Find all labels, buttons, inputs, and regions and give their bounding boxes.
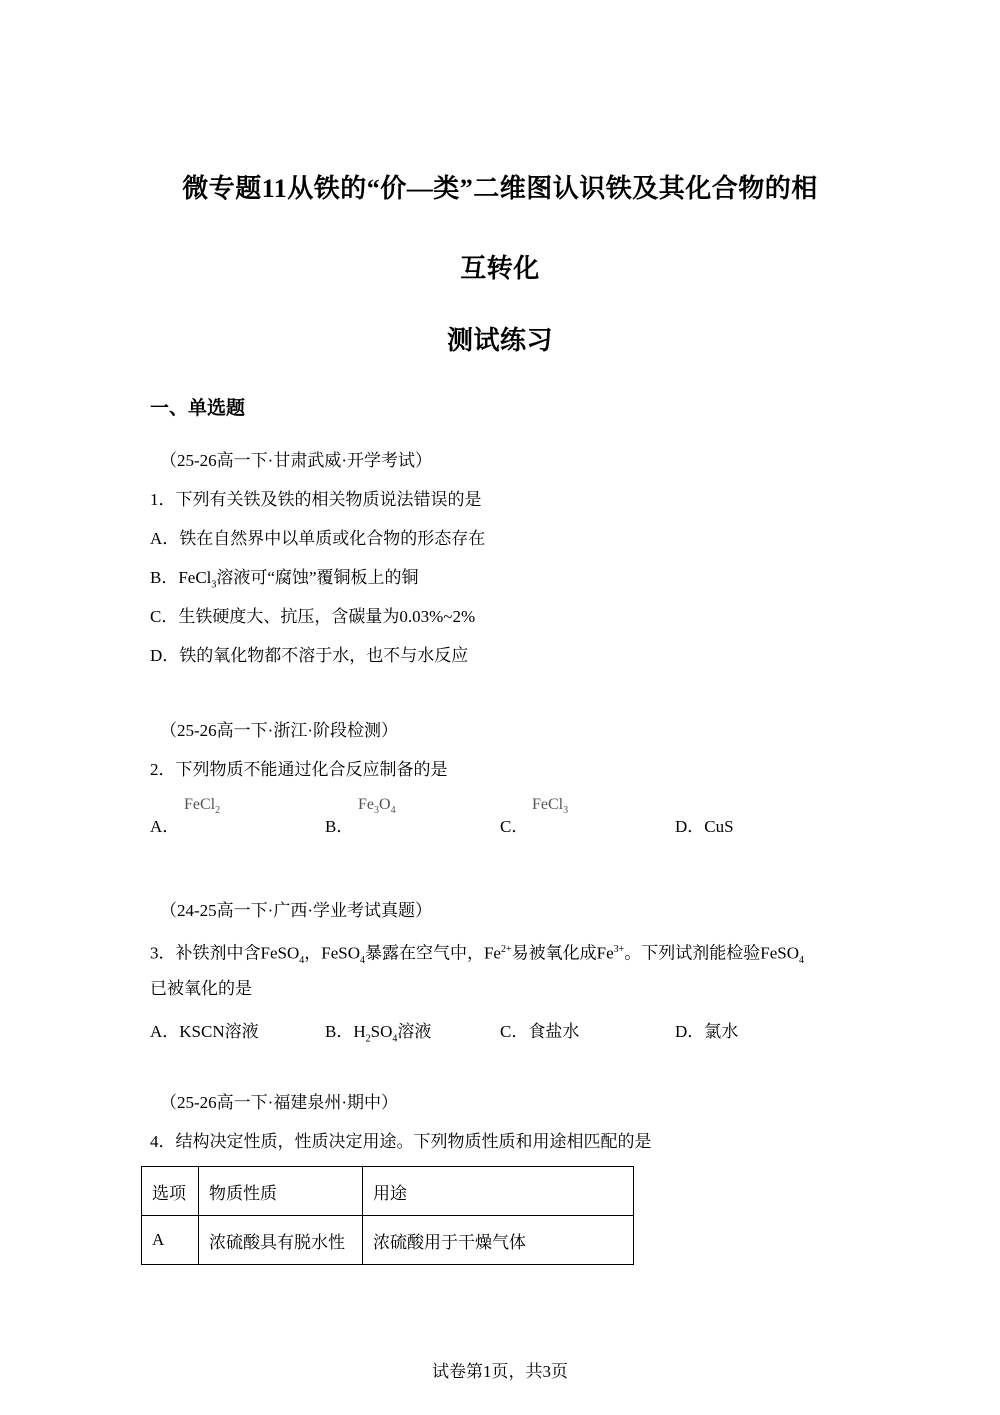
page-title-line-2: 互转化 (460, 254, 540, 283)
section-heading: 一、单选题 (150, 398, 246, 419)
q2-option-c: C． FeCl$_3$ (500, 796, 569, 836)
q2-formula-b: $Fe_3O_4$ (358, 796, 396, 817)
q1-stem: 1．下列有关铁及铁的相关物质说法错误的是 (150, 490, 482, 509)
q1-source: （25-26高一下·甘肃武威·开学考试） (160, 451, 432, 470)
q3-option-b: B．$H_2SO_4$溶液 (325, 1022, 432, 1045)
table-header-cell: 物质性质 (199, 1167, 363, 1216)
q3-source: （24-25高一下·广西·学业考试真题） (160, 901, 432, 920)
table-header-cell: 选项 (142, 1167, 199, 1216)
page-subtitle: 测试练习 (446, 326, 553, 355)
page-title-line-1: 微专题11从铁的“价—类”二维图认识铁及其化合物的相 (182, 174, 818, 203)
q2-option-d: D．CuS (675, 817, 734, 836)
q3-option-a: A．KSCN溶液 (150, 1022, 259, 1041)
q2-formula-c: FeCl$_3$ (532, 796, 569, 817)
q3-stem: 3．补铁剂中含FeSO$_4$，FeSO$_4$暴露在空气中，$Fe^{2+}$易被氧化成$Fe^{3+}$。下列试剂能检验FeSO$_4$ (150, 943, 804, 967)
q1-option-c: C．生铁硬度大、抗压，含碳量为0.03%~2% (150, 607, 476, 626)
table-cell: A (142, 1216, 199, 1265)
q4-source: （25-26高一下·福建泉州·期中） (160, 1093, 398, 1112)
q2-option-a: A． FeCl$_2$ (150, 796, 221, 836)
table-cell: 浓硫酸具有脱水性 (199, 1216, 363, 1265)
q2-option-b: B． $Fe_3O_4$ (325, 796, 396, 836)
q3-option-d: D．氯水 (675, 1022, 739, 1041)
table-header-row (142, 1167, 634, 1216)
q2-stem: 2．下列物质不能通过化合反应制备的是 (150, 760, 448, 779)
q1-option-b: B．FeCl$_3$溶液可“腐蚀”覆铜板上的铜 (150, 568, 419, 591)
q1-option-d: D．铁的氧化物都不溶于水，也不与水反应 (150, 646, 469, 665)
table-cell: 浓硫酸用于干燥气体 (363, 1216, 634, 1265)
table-header-cell: 用途 (363, 1167, 634, 1216)
q3-stem-line-2: 已被氧化的是 (150, 979, 252, 998)
table-row (142, 1216, 634, 1265)
q4-table (141, 1166, 634, 1265)
q2-formula-a: FeCl$_2$ (184, 796, 221, 817)
q3-option-c: C．食盐水 (500, 1022, 580, 1041)
q2-source: （25-26高一下·浙江·阶段检测） (160, 721, 398, 740)
q1-option-a: A．铁在自然界中以单质或化合物的形态存在 (150, 529, 486, 548)
page-footer: 试卷第1页，共3页 (432, 1362, 568, 1381)
q4-stem: 4．结构决定性质，性质决定用途。下列物质性质和用途相匹配的是 (150, 1132, 652, 1151)
